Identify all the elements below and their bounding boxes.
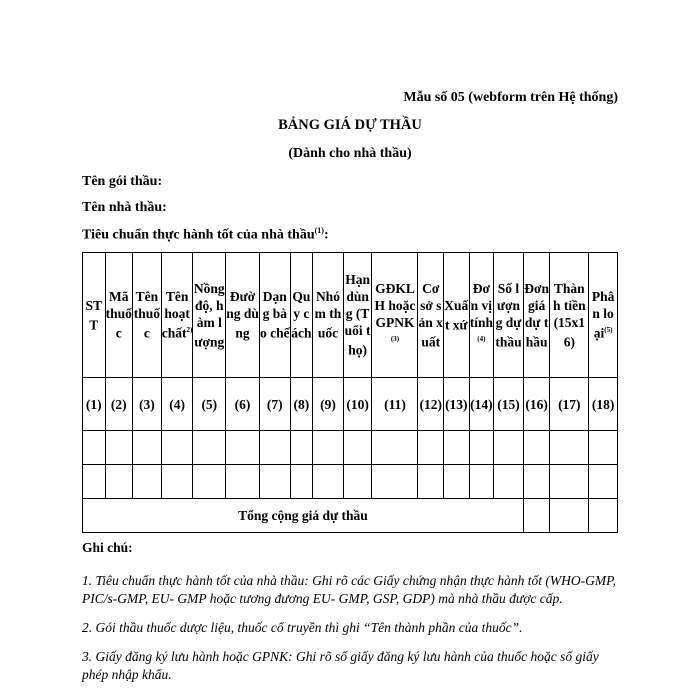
note-item: 2. Gói thầu thuốc dược liệu, thuốc cổ truyền thì ghi “Tên thành phần của thuốc”. (82, 620, 523, 635)
total-amount-cell (550, 499, 589, 533)
column-number: (8) (290, 378, 313, 431)
column-number: (14) (469, 378, 494, 431)
column-number: (7) (259, 378, 290, 431)
column-header: STT (83, 253, 106, 378)
notes-section (82, 540, 622, 695)
column-header: Cơ sở sản xuất (418, 253, 444, 378)
column-number: (18) (589, 378, 618, 431)
column-header: Xuất xứ (444, 253, 470, 378)
column-number: (11) (372, 378, 418, 431)
column-number: (16) (523, 378, 550, 431)
column-header: Đường dùng (226, 253, 260, 378)
column-header: Quy cách (290, 253, 313, 378)
column-header: Tên thuốc (133, 253, 162, 378)
column-number: (6) (226, 378, 260, 431)
column-header: GĐKLH hoặc GPNK$^{(3)}$ (372, 253, 418, 378)
total-row (83, 499, 618, 533)
column-header: Mã thuốc (105, 253, 133, 378)
notes-title: Ghi chú: (82, 540, 133, 555)
column-header: Nhóm thuốc (313, 253, 344, 378)
column-header: Tên hoạt chất$^{2)}$ (161, 253, 193, 378)
column-number: (5) (193, 378, 226, 431)
package-name-label: Tên gói thầu: (82, 174, 163, 189)
contractor-name-label: Tên nhà thầu: (82, 200, 167, 215)
table-row (83, 465, 618, 499)
column-header: Thành tiền (15x16) (550, 253, 589, 378)
column-number: (1) (83, 378, 106, 431)
total-unit-price-cell (523, 499, 550, 533)
column-header: Số lượng dự thầu (494, 253, 524, 378)
gmp-standard-text: Tiêu chuẩn thực hành tốt của nhà thầu (82, 227, 315, 243)
table-header-row (83, 253, 618, 378)
column-header: Đơn vị tính$^{(4)}$ (469, 253, 494, 378)
column-number: (15) (494, 378, 524, 431)
column-header: Đơn giá dự thầu (523, 253, 550, 378)
form-number: Mẫu số 05 (webform trên Hệ thống) (403, 90, 618, 105)
page-title: BẢNG GIÁ DỰ THẦU (278, 117, 422, 133)
column-header: Dạng bào chế (259, 253, 290, 378)
column-number-row (83, 378, 618, 431)
bid-price-table (82, 252, 618, 533)
column-number: (12) (418, 378, 444, 431)
column-header: Hạn dùng (Tuổi thọ) (343, 253, 372, 378)
column-number: (2) (105, 378, 133, 431)
note-item: 1. Tiêu chuẩn thực hành tốt của nhà thầu: Ghi rõ các Giấy chứng nhận thực hành tốt (WHO-GMP, PIC/s-GMP, EU- GMP hoặc tương đương EU- GMP, GSP, GDP) mà nhà thầu được cấp. (82, 573, 617, 606)
column-header: Phân loại$^{(5)}$ (589, 253, 618, 378)
column-number: (13) (444, 378, 470, 431)
colon: : (323, 227, 329, 243)
page-subtitle: (Dành cho nhà thầu) (288, 146, 412, 161)
total-label: Tổng cộng giá dự thầu (83, 499, 524, 533)
column-number: (4) (161, 378, 193, 431)
column-number: (3) (133, 378, 162, 431)
column-number: (10) (343, 378, 372, 431)
gmp-standard-label (82, 226, 329, 244)
column-number: (17) (550, 378, 589, 431)
table-row (83, 431, 618, 465)
column-header: Nồng độ, hàm lượng (193, 253, 226, 378)
total-class-cell (589, 499, 618, 533)
note-item: 3. Giấy đăng ký lưu hành hoặc GPNK: Ghi rõ số giấy đăng ký lưu hành của thuốc hoặc số giấy phép nhập khẩu. (82, 649, 599, 682)
footnote-ref-1: (1) (314, 226, 324, 235)
column-number: (9) (313, 378, 344, 431)
